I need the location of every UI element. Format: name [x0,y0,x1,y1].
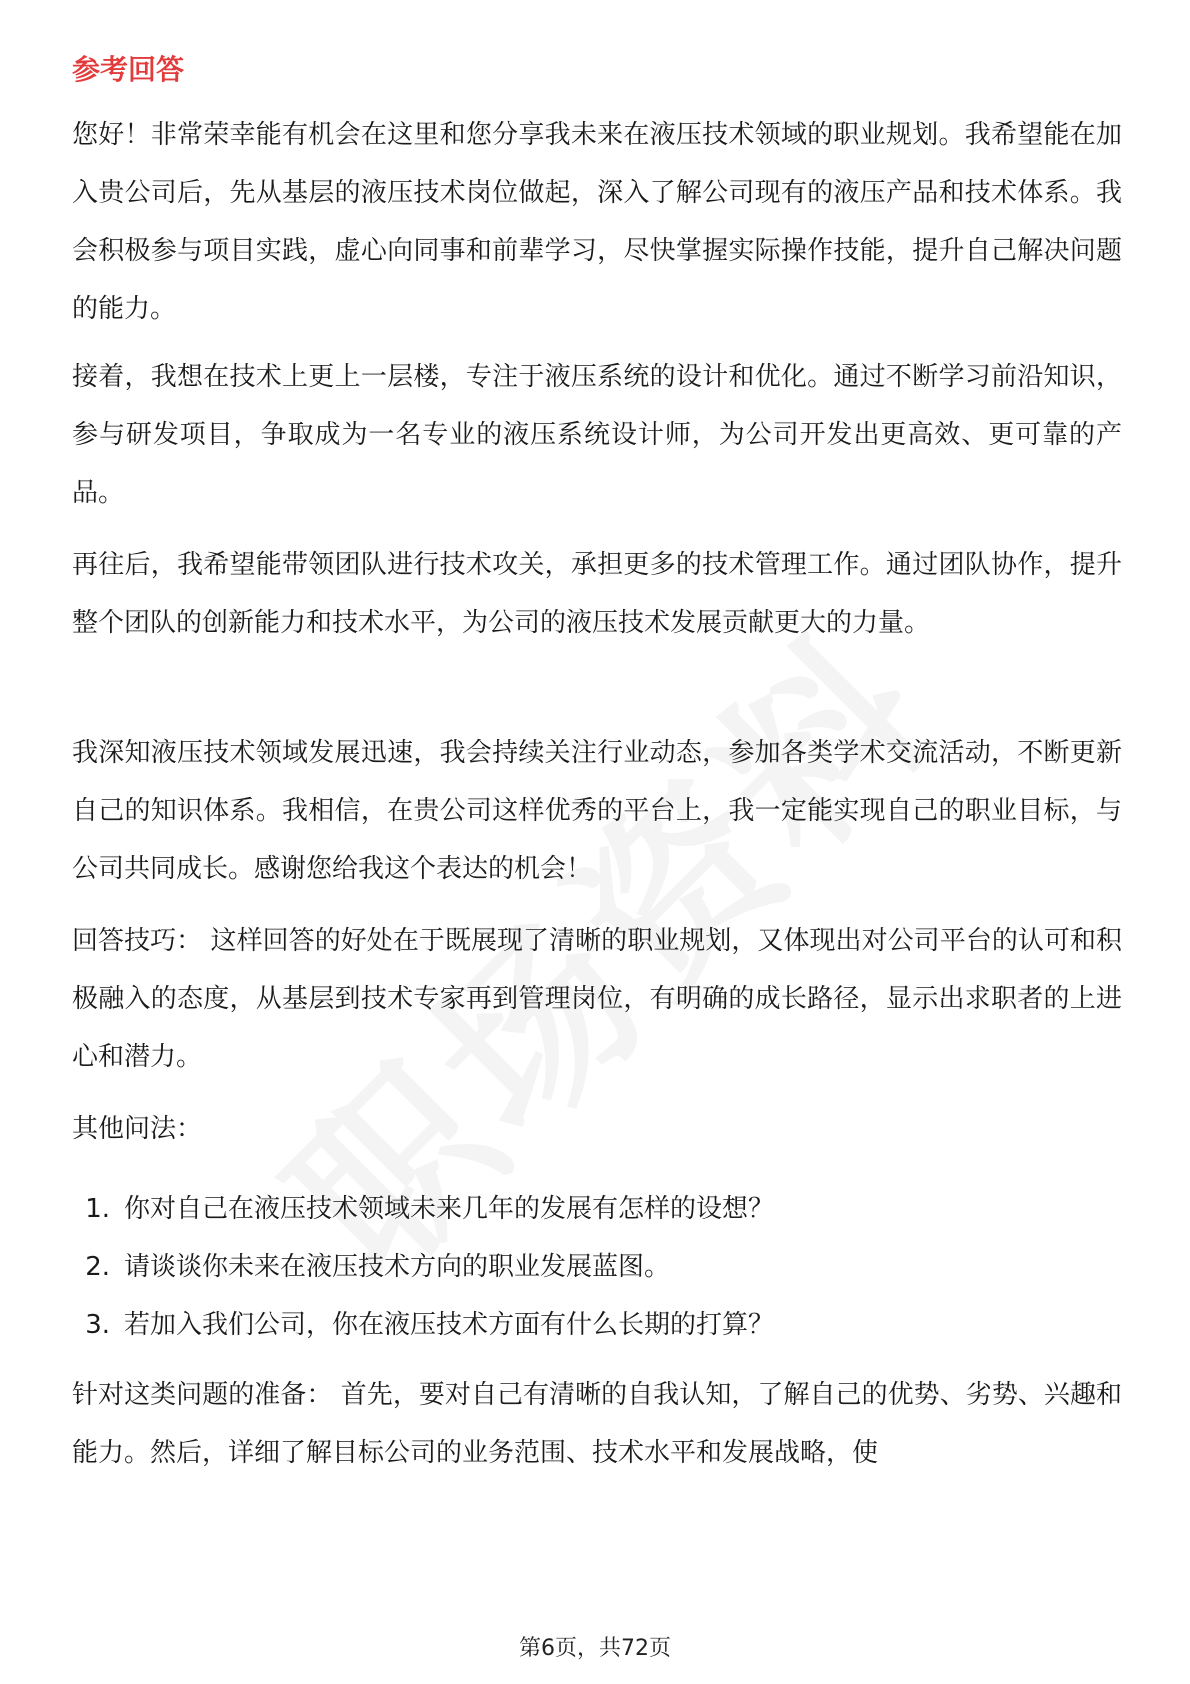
list-item [72,1238,1122,1296]
other-questions-heading: 其他问法： [72,1114,203,1144]
list-item [72,1296,1122,1354]
answer-paragraph-3: 再往后，我希望能带领团队进行技术攻关，承担更多的技术管理工作。通过团队协作，提升整个团队的创新能力和技术水平，为公司的液压技术发展贡献更大的力量。 [72,550,1122,638]
answer-paragraph-4: 我深知液压技术领域发展迅速，我会持续关注行业动态，参加各类学术交流活动，不断更新自己的知识体系。我相信，在贵公司这样优秀的平台上，我一定能实现自己的职业目标，与公司共同成长。感谢您给我这个表达的机会！ [72,738,1122,884]
list-item-number: 2. [85,1252,110,1282]
page-number: 第6页，共72页 [519,1636,671,1661]
section-title: 参考回答 [72,53,185,86]
preparation-paragraph: 针对这类问题的准备： 首先，要对自己有清晰的自我认知，了解自己的优势、劣势、兴趣和能力。然后，详细了解目标公司的业务范围、技术水平和发展战略，使 [72,1380,1122,1468]
list-item-text: 请谈谈你未来在液压技术方向的职业发展蓝图。 [124,1252,671,1282]
answer-paragraph-2: 接着，我想在技术上更上一层楼，专注于液压系统的设计和优化。通过不断学习前沿知识，参与研发项目，争取成为一名专业的液压系统设计师，为公司开发出更高效、更可靠的产品。 [72,362,1122,508]
list-item-number: 1. [85,1194,110,1224]
other-questions-list [72,1180,1122,1354]
answer-tips-paragraph: 回答技巧： 这样回答的好处在于既展现了清晰的职业规划，又体现出对公司平台的认可和积极融入的态度，从基层到技术专家再到管理岗位，有明确的成长路径，显示出求职者的上进心和潜力。 [72,926,1122,1072]
list-item-number: 3. [85,1310,110,1340]
list-item-text: 若加入我们公司，你在液压技术方面有什么长期的打算？ [124,1310,775,1340]
list-item [72,1180,1122,1238]
answer-paragraph-1: 您好！非常荣幸能有机会在这里和您分享我未来在液压技术领域的职业规划。我希望能在加入贵公司后，先从基层的液压技术岗位做起，深入了解公司现有的液压产品和技术体系。我会积极参与项目实践，虚心向同事和前辈学习，尽快掌握实际操作技能，提升自己解决问题的能力。 [72,120,1122,324]
list-item-text: 你对自己在液压技术领域未来几年的发展有怎样的设想？ [124,1194,775,1224]
